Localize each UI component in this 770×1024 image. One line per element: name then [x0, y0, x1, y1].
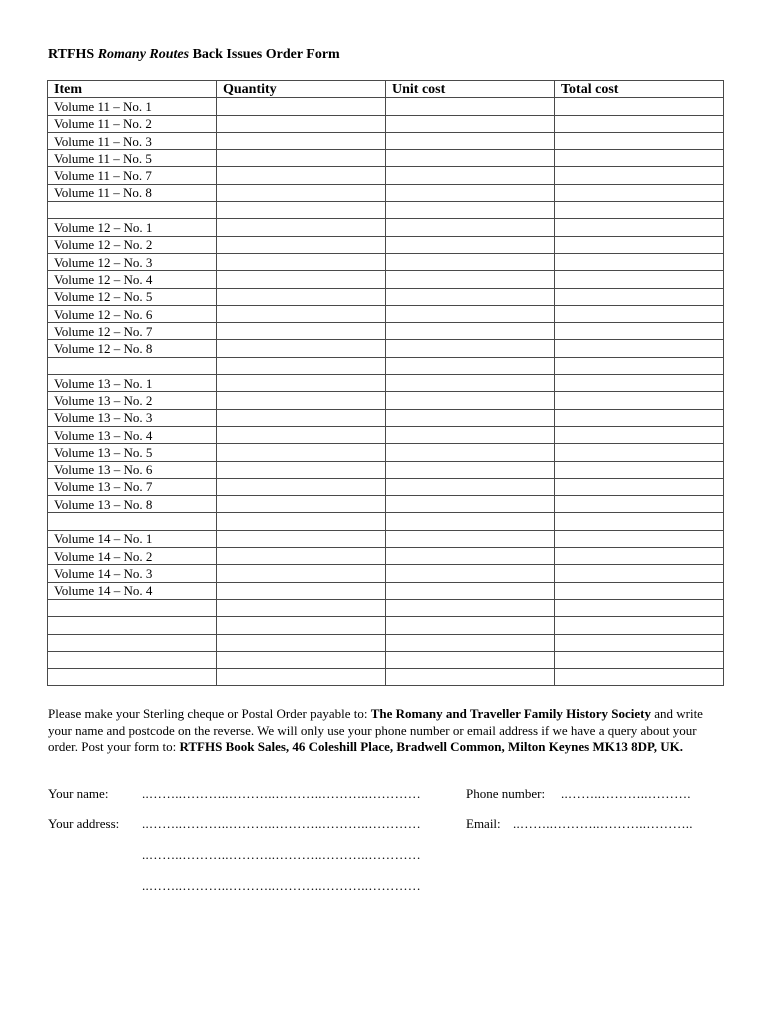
table-row	[48, 98, 724, 115]
table-row	[48, 202, 724, 219]
table-row	[48, 669, 724, 686]
item-cell: Volume 14 – No. 2	[48, 548, 217, 565]
total-cost-cell[interactable]	[555, 669, 724, 686]
address-label: Your address:	[48, 816, 120, 831]
table-row	[48, 513, 724, 530]
quantity-cell[interactable]	[217, 669, 386, 686]
item-cell	[48, 634, 217, 651]
table-row	[48, 375, 724, 392]
total-cost-cell[interactable]	[555, 132, 724, 149]
unit-cost-cell[interactable]	[386, 340, 555, 357]
email-field[interactable]: ..……..………..………..………..	[513, 816, 693, 831]
unit-cost-cell[interactable]	[386, 496, 555, 513]
item-cell: Volume 13 – No. 6	[48, 461, 217, 478]
table-row	[48, 634, 724, 651]
total-cost-cell[interactable]	[555, 167, 724, 184]
quantity-cell[interactable]	[217, 305, 386, 322]
quantity-cell[interactable]	[217, 548, 386, 565]
total-cost-cell[interactable]	[555, 375, 724, 392]
total-cost-cell[interactable]	[555, 323, 724, 340]
unit-cost-cell[interactable]	[386, 167, 555, 184]
table-row	[48, 167, 724, 184]
table-row	[48, 271, 724, 288]
quantity-cell[interactable]	[217, 236, 386, 253]
item-cell: Volume 11 – No. 2	[48, 115, 217, 132]
quantity-cell[interactable]	[217, 444, 386, 461]
item-cell: Volume 13 – No. 1	[48, 375, 217, 392]
title-suffix: Back Issues Order Form	[192, 47, 340, 62]
item-cell: Volume 13 – No. 2	[48, 392, 217, 409]
total-cost-cell[interactable]	[555, 357, 724, 374]
item-cell: Volume 12 – No. 2	[48, 236, 217, 253]
unit-cost-cell[interactable]	[386, 288, 555, 305]
quantity-cell[interactable]	[217, 651, 386, 668]
unit-cost-cell[interactable]	[386, 582, 555, 599]
unit-cost-cell[interactable]	[386, 669, 555, 686]
table-row	[48, 582, 724, 599]
quantity-cell[interactable]	[217, 409, 386, 426]
total-cost-cell[interactable]	[555, 288, 724, 305]
table-row	[48, 340, 724, 357]
quantity-cell[interactable]	[217, 461, 386, 478]
total-cost-cell[interactable]	[555, 340, 724, 357]
table-header-row	[48, 81, 724, 98]
table-row	[48, 184, 724, 201]
unit-cost-cell[interactable]	[386, 98, 555, 115]
item-cell: Volume 12 – No. 4	[48, 271, 217, 288]
total-cost-cell[interactable]	[555, 98, 724, 115]
unit-cost-cell[interactable]	[386, 323, 555, 340]
item-cell: Volume 13 – No. 5	[48, 444, 217, 461]
unit-cost-cell[interactable]	[386, 150, 555, 167]
total-cost-cell[interactable]	[555, 599, 724, 616]
unit-cost-cell[interactable]	[386, 634, 555, 651]
table-row	[48, 115, 724, 132]
table-row	[48, 253, 724, 270]
table-row	[48, 236, 724, 253]
item-cell: Volume 12 – No. 5	[48, 288, 217, 305]
table-row	[48, 461, 724, 478]
table-row	[48, 599, 724, 616]
item-cell	[48, 617, 217, 634]
table-row	[48, 323, 724, 340]
total-cost-cell[interactable]	[555, 461, 724, 478]
item-cell: Volume 11 – No. 1	[48, 98, 217, 115]
name-field[interactable]: ..……..………..………..………..………..…………	[142, 786, 421, 801]
table-row	[48, 548, 724, 565]
address-field-line-3[interactable]: ..……..………..………..………..………..…………	[142, 878, 421, 893]
total-cost-cell[interactable]	[555, 634, 724, 651]
quantity-cell[interactable]	[217, 565, 386, 582]
table-row	[48, 651, 724, 668]
total-cost-cell[interactable]	[555, 271, 724, 288]
item-cell: Volume 13 – No. 8	[48, 496, 217, 513]
table-row	[48, 392, 724, 409]
item-cell	[48, 357, 217, 374]
quantity-cell[interactable]	[217, 184, 386, 201]
quantity-cell[interactable]	[217, 617, 386, 634]
postal-address: RTFHS Book Sales, 46 Coleshill Place, Bradwell Common, Milton Keynes MK13 8DP, UK.	[179, 739, 683, 754]
total-cost-cell[interactable]	[555, 150, 724, 167]
total-cost-cell[interactable]	[555, 305, 724, 322]
unit-cost-cell[interactable]	[386, 219, 555, 236]
instructions-text-2: and write your name and postcode on the reverse. We will only use your phone number or email address if we have a query about your order. Post your form to:	[48, 706, 703, 754]
unit-cost-cell[interactable]	[386, 202, 555, 219]
table-row	[48, 444, 724, 461]
instructions-text-1: Please make your Sterling cheque or Postal Order payable to:	[48, 706, 371, 721]
total-cost-cell[interactable]	[555, 444, 724, 461]
header-item: Item	[48, 81, 217, 98]
table-row	[48, 565, 724, 582]
item-cell	[48, 651, 217, 668]
item-cell: Volume 12 – No. 8	[48, 340, 217, 357]
quantity-cell[interactable]	[217, 599, 386, 616]
quantity-cell[interactable]	[217, 150, 386, 167]
quantity-cell[interactable]	[217, 167, 386, 184]
unit-cost-cell[interactable]	[386, 115, 555, 132]
item-cell: Volume 12 – No. 6	[48, 305, 217, 322]
unit-cost-cell[interactable]	[386, 617, 555, 634]
total-cost-cell[interactable]	[555, 548, 724, 565]
table-row	[48, 530, 724, 547]
item-cell: Volume 14 – No. 4	[48, 582, 217, 599]
unit-cost-cell[interactable]	[386, 271, 555, 288]
unit-cost-cell[interactable]	[386, 565, 555, 582]
header-unit-cost: Unit cost	[386, 81, 555, 98]
quantity-cell[interactable]	[217, 340, 386, 357]
table-row	[48, 357, 724, 374]
quantity-cell[interactable]	[217, 357, 386, 374]
quantity-cell[interactable]	[217, 496, 386, 513]
total-cost-cell[interactable]	[555, 530, 724, 547]
item-cell: Volume 13 – No. 4	[48, 426, 217, 443]
table-row	[48, 305, 724, 322]
header-quantity: Quantity	[217, 81, 386, 98]
unit-cost-cell[interactable]	[386, 478, 555, 495]
unit-cost-cell[interactable]	[386, 305, 555, 322]
unit-cost-cell[interactable]	[386, 513, 555, 530]
item-cell	[48, 202, 217, 219]
name-label: Your name:	[48, 786, 109, 801]
table-row	[48, 288, 724, 305]
total-cost-cell[interactable]	[555, 478, 724, 495]
quantity-cell[interactable]	[217, 253, 386, 270]
total-cost-cell[interactable]	[555, 115, 724, 132]
quantity-cell[interactable]	[217, 323, 386, 340]
quantity-cell[interactable]	[217, 513, 386, 530]
unit-cost-cell[interactable]	[386, 599, 555, 616]
total-cost-cell[interactable]	[555, 496, 724, 513]
total-cost-cell[interactable]	[555, 253, 724, 270]
unit-cost-cell[interactable]	[386, 548, 555, 565]
table-row	[48, 132, 724, 149]
quantity-cell[interactable]	[217, 98, 386, 115]
item-cell: Volume 13 – No. 3	[48, 409, 217, 426]
title-publication: Romany Routes	[97, 47, 190, 62]
unit-cost-cell[interactable]	[386, 461, 555, 478]
phone-label: Phone number:	[466, 786, 546, 801]
unit-cost-cell[interactable]	[386, 236, 555, 253]
item-cell: Volume 11 – No. 3	[48, 132, 217, 149]
email-label: Email:	[466, 816, 501, 831]
item-cell: Volume 12 – No. 1	[48, 219, 217, 236]
table-row	[48, 150, 724, 167]
total-cost-cell[interactable]	[555, 219, 724, 236]
quantity-cell[interactable]	[217, 271, 386, 288]
table-row	[48, 496, 724, 513]
unit-cost-cell[interactable]	[386, 426, 555, 443]
quantity-cell[interactable]	[217, 426, 386, 443]
quantity-cell[interactable]	[217, 219, 386, 236]
total-cost-cell[interactable]	[555, 565, 724, 582]
item-cell	[48, 599, 217, 616]
total-cost-cell[interactable]	[555, 409, 724, 426]
item-cell: Volume 14 – No. 3	[48, 565, 217, 582]
quantity-cell[interactable]	[217, 115, 386, 132]
item-cell: Volume 11 – No. 7	[48, 167, 217, 184]
item-cell	[48, 669, 217, 686]
item-cell: Volume 12 – No. 3	[48, 253, 217, 270]
unit-cost-cell[interactable]	[386, 392, 555, 409]
table-row	[48, 219, 724, 236]
address-field-line-1[interactable]: ..……..………..………..………..………..…………	[142, 816, 421, 831]
payment-instructions	[48, 706, 718, 756]
item-cell: Volume 11 – No. 8	[48, 184, 217, 201]
unit-cost-cell[interactable]	[386, 184, 555, 201]
phone-field[interactable]: ..……..………..……….	[561, 786, 691, 801]
total-cost-cell[interactable]	[555, 582, 724, 599]
item-cell: Volume 13 – No. 7	[48, 478, 217, 495]
item-cell	[48, 513, 217, 530]
total-cost-cell[interactable]	[555, 426, 724, 443]
table-row	[48, 426, 724, 443]
total-cost-cell[interactable]	[555, 202, 724, 219]
item-cell: Volume 12 – No. 7	[48, 323, 217, 340]
quantity-cell[interactable]	[217, 392, 386, 409]
unit-cost-cell[interactable]	[386, 357, 555, 374]
item-cell: Volume 14 – No. 1	[48, 530, 217, 547]
unit-cost-cell[interactable]	[386, 530, 555, 547]
total-cost-cell[interactable]	[555, 184, 724, 201]
table-row	[48, 409, 724, 426]
quantity-cell[interactable]	[217, 634, 386, 651]
total-cost-cell[interactable]	[555, 513, 724, 530]
quantity-cell[interactable]	[217, 288, 386, 305]
table-row	[48, 617, 724, 634]
quantity-cell[interactable]	[217, 582, 386, 599]
form-title	[48, 46, 340, 64]
title-prefix: RTFHS	[48, 47, 95, 62]
unit-cost-cell[interactable]	[386, 651, 555, 668]
total-cost-cell[interactable]	[555, 651, 724, 668]
unit-cost-cell[interactable]	[386, 132, 555, 149]
total-cost-cell[interactable]	[555, 236, 724, 253]
item-cell: Volume 11 – No. 5	[48, 150, 217, 167]
quantity-cell[interactable]	[217, 132, 386, 149]
unit-cost-cell[interactable]	[386, 253, 555, 270]
quantity-cell[interactable]	[217, 530, 386, 547]
quantity-cell[interactable]	[217, 202, 386, 219]
address-field-line-2[interactable]: ..……..………..………..………..………..…………	[142, 847, 421, 862]
unit-cost-cell[interactable]	[386, 409, 555, 426]
payee-name: The Romany and Traveller Family History Society	[370, 706, 651, 721]
quantity-cell[interactable]	[217, 478, 386, 495]
total-cost-cell[interactable]	[555, 617, 724, 634]
table-row	[48, 478, 724, 495]
quantity-cell[interactable]	[217, 375, 386, 392]
total-cost-cell[interactable]	[555, 392, 724, 409]
unit-cost-cell[interactable]	[386, 444, 555, 461]
order-table	[47, 80, 724, 686]
header-total-cost: Total cost	[555, 81, 724, 98]
unit-cost-cell[interactable]	[386, 375, 555, 392]
